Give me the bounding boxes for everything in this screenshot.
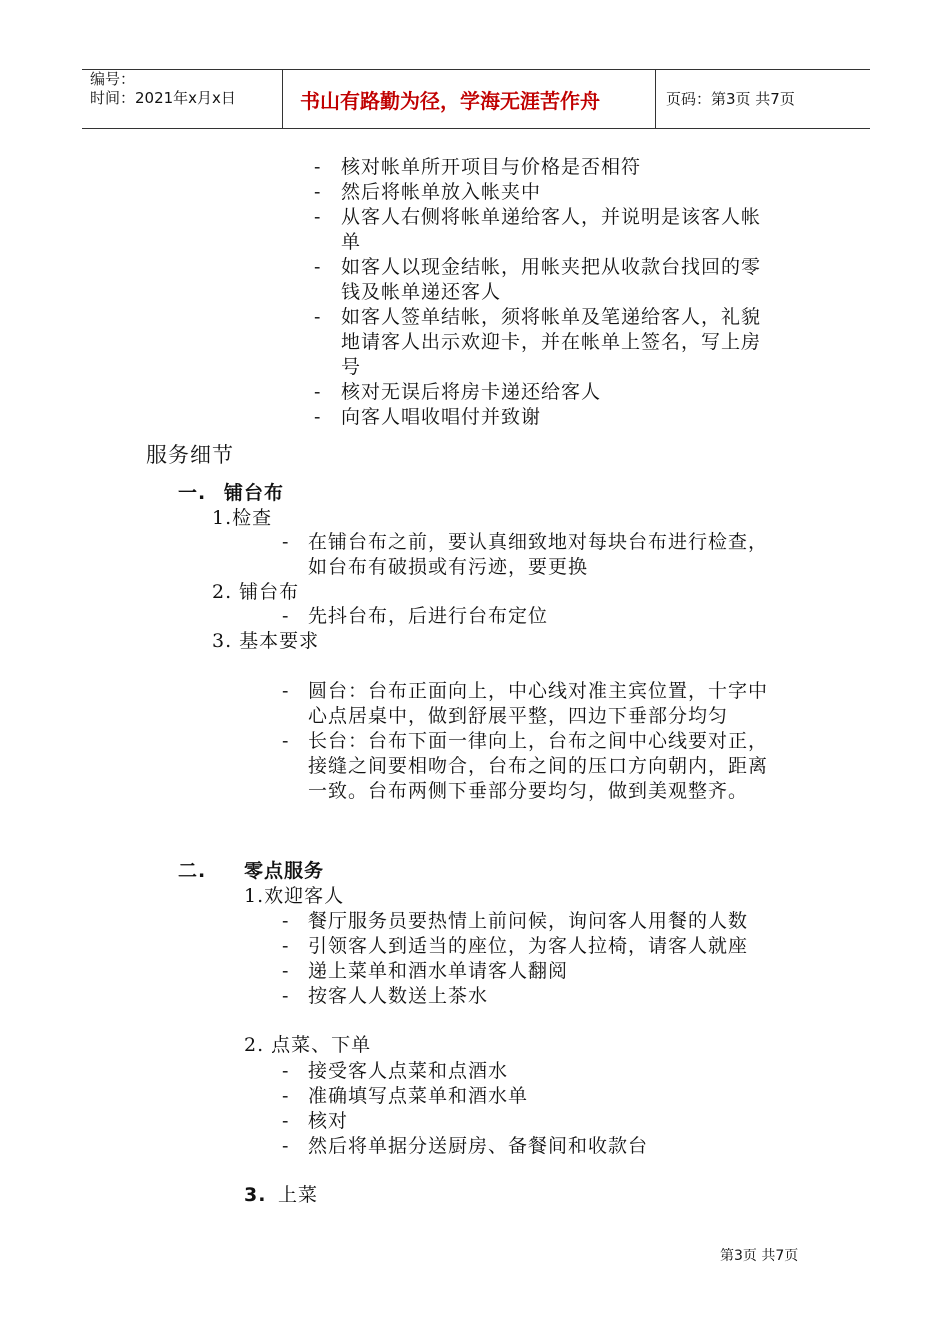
part1-number: 一.: [178, 482, 207, 504]
list-item-line: 单: [341, 231, 362, 253]
list-item-line: 核对无误后将房卡递还给客人: [341, 381, 602, 403]
list-item-line: 递上菜单和酒水单请客人翻阅: [308, 960, 569, 982]
list-item-line: 如台布有破损或有污迹，要更换: [308, 556, 589, 578]
list-item-line: 核对帐单所开项目与价格是否相符: [341, 156, 642, 178]
part2-sub2-label: 2. 点菜、下单: [244, 1034, 372, 1056]
bullet-dash: -: [314, 306, 321, 328]
bullet-dash: -: [314, 206, 321, 228]
section-title: 服务细节: [146, 443, 234, 467]
part2-number: 二.: [178, 860, 207, 882]
header-number-label: 编号：: [90, 70, 136, 88]
bullet-dash: -: [282, 730, 289, 752]
bullet-dash: -: [314, 381, 321, 403]
bullet-dash: -: [282, 935, 289, 957]
bullet-dash: -: [282, 1135, 289, 1157]
list-item-line: 长台：台布下面一律向上，台布之间中心线要对正，: [308, 730, 769, 752]
list-item-line: 如客人以现金结帐，用帐夹把从收款台找回的零: [341, 256, 762, 278]
header-bottom-rule: [82, 128, 870, 129]
bullet-dash: -: [282, 531, 289, 553]
list-item-line: 核对: [308, 1110, 349, 1132]
part2-sub3-number: 3.: [244, 1184, 267, 1206]
part2-sub1-label: 1.欢迎客人: [244, 885, 345, 907]
bullet-dash: -: [282, 910, 289, 932]
bullet-dash: -: [282, 680, 289, 702]
list-item-line: 然后将帐单放入帐夹中: [341, 181, 542, 203]
part2-title: 零点服务: [244, 860, 325, 882]
list-item-line: 餐厅服务员要热情上前问候，询问客人用餐的人数: [308, 910, 749, 932]
part2-sub3-label: 上菜: [278, 1184, 319, 1206]
bullet-dash: -: [282, 960, 289, 982]
list-item-line: 如客人签单结帐，须将帐单及笔递给客人，礼貌: [341, 306, 762, 328]
list-item-line: 心点居桌中，做到舒展平整，四边下垂部分均匀: [308, 705, 729, 727]
bullet-dash: -: [314, 406, 321, 428]
list-item-line: 接受客人点菜和点酒水: [308, 1060, 509, 1082]
list-item-line: 然后将单据分送厨房、备餐间和收款台: [308, 1135, 649, 1157]
list-item-line: 圆台：台布正面向上，中心线对准主宾位置，十字中: [308, 680, 769, 702]
bullet-dash: -: [282, 985, 289, 1007]
bullet-dash: -: [314, 156, 321, 178]
list-item-line: 一致。台布两侧下垂部分要均匀，做到美观整齐。: [308, 780, 749, 802]
list-item-line: 向客人唱收唱付并致谢: [341, 406, 542, 428]
part1-sub2-label: 2. 铺台布: [212, 581, 300, 603]
header-divider-1: [282, 69, 283, 129]
list-item-line: 号: [341, 356, 362, 378]
part1-sub1-label: 1.检查: [212, 507, 273, 529]
page-footer: 第3页 共7页: [720, 1248, 799, 1264]
list-item-line: 引领客人到适当的座位，为客人拉椅，请客人就座: [308, 935, 749, 957]
list-item-line: 先抖台布，后进行台布定位: [308, 605, 549, 627]
list-item-line: 地请客人出示欢迎卡，并在帐单上签名，写上房: [341, 331, 762, 353]
bullet-dash: -: [282, 1110, 289, 1132]
list-item-line: 在铺台布之前，要认真细致地对每块台布进行检查，: [308, 531, 769, 553]
list-item-line: 钱及帐单递还客人: [341, 281, 502, 303]
bullet-dash: -: [314, 256, 321, 278]
list-item-line: 接缝之间要相吻合，台布之间的压口方向朝内，距离: [308, 755, 769, 777]
bullet-dash: -: [314, 181, 321, 203]
part1-sub3-label: 3. 基本要求: [212, 630, 320, 652]
header-motto: 书山有路勤为径，学海无涯苦作舟: [300, 89, 600, 113]
header-page-info: 页码：第3页 共7页: [666, 90, 795, 108]
bullet-dash: -: [282, 1085, 289, 1107]
header-time-label: 时间：2021年x月x日: [90, 89, 236, 107]
list-item-line: 从客人右侧将帐单递给客人，并说明是该客人帐: [341, 206, 762, 228]
list-item-line: 按客人人数送上茶水: [308, 985, 489, 1007]
bullet-dash: -: [282, 605, 289, 627]
list-item-line: 准确填写点菜单和酒水单: [308, 1085, 529, 1107]
header-top-rule: [82, 69, 870, 70]
header-divider-2: [655, 69, 656, 129]
part1-title: 铺台布: [224, 482, 285, 504]
bullet-dash: -: [282, 1060, 289, 1082]
